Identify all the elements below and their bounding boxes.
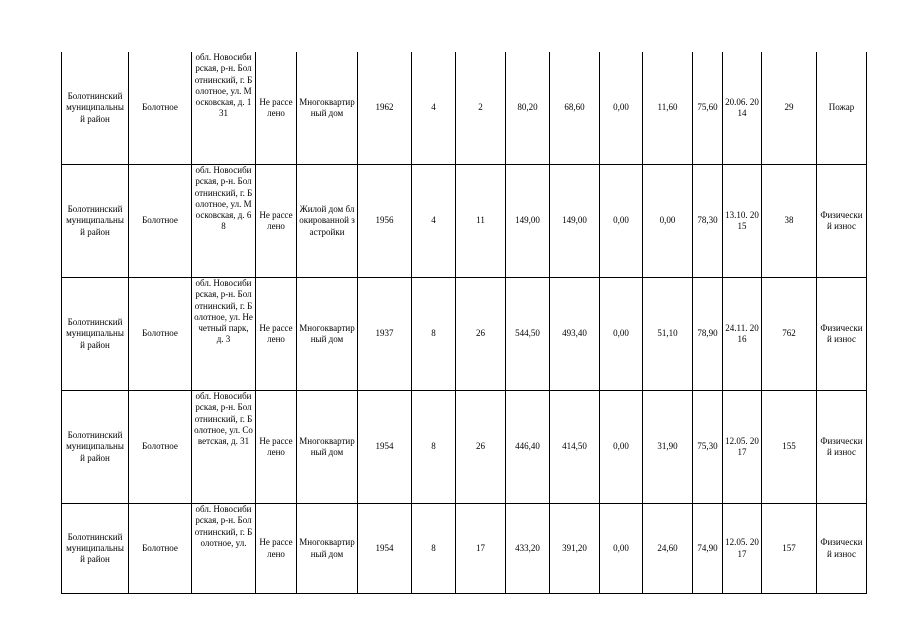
area-c-cell: 0,00: [600, 165, 643, 278]
wear-cell: 75,30: [693, 391, 723, 504]
address-cell: обл. Новосибирская, р-н. Болотнинский, г. Болотное, ул. Нечетный парк, д. 3: [192, 278, 256, 391]
status-cell: Не расселено: [256, 278, 297, 391]
type-cell: Жилой дом блокированной застройки: [297, 165, 358, 278]
year-cell: 1962: [358, 52, 412, 165]
area-total-cell: 544,50: [506, 278, 550, 391]
residents-cell: 157: [762, 504, 817, 594]
floors-cell: 8: [412, 504, 456, 594]
type-cell: Многоквартирный дом: [297, 391, 358, 504]
area-living-cell: 68,60: [550, 52, 600, 165]
settlement-cell: Болотное: [129, 391, 192, 504]
type-cell: Многоквартирный дом: [297, 504, 358, 594]
reason-cell: Пожар: [817, 52, 867, 165]
table-row: [62, 165, 867, 278]
wear-cell: 75,60: [693, 52, 723, 165]
address-cell: обл. Новосибирская, р-н. Болотнинский, г. Болотное, ул. Советская, д. 31: [192, 391, 256, 504]
housing-register-table: [61, 52, 867, 594]
area-total-cell: 149,00: [506, 165, 550, 278]
area-living-cell: 414,50: [550, 391, 600, 504]
type-cell: Многоквартирный дом: [297, 52, 358, 165]
floors-cell: 4: [412, 52, 456, 165]
year-cell: 1954: [358, 504, 412, 594]
floors-cell: 8: [412, 278, 456, 391]
status-cell: Не расселено: [256, 165, 297, 278]
settlement-cell: Болотное: [129, 504, 192, 594]
date-cell: 24.11. 2016: [723, 278, 762, 391]
address-cell: обл. Новосибирская, р-н. Болотнинский, г. Болотное, ул. Московская, д. 131: [192, 52, 256, 165]
status-cell: Не расселено: [256, 391, 297, 504]
reason-cell: Физический износ: [817, 165, 867, 278]
area-living-cell: 391,20: [550, 504, 600, 594]
apartments-cell: 2: [456, 52, 506, 165]
area-living-cell: 493,40: [550, 278, 600, 391]
apartments-cell: 17: [456, 504, 506, 594]
residents-cell: 155: [762, 391, 817, 504]
table-row: [62, 52, 867, 165]
status-cell: Не расселено: [256, 504, 297, 594]
area-d-cell: 0,00: [643, 165, 693, 278]
year-cell: 1954: [358, 391, 412, 504]
settlement-cell: Болотное: [129, 278, 192, 391]
district-cell: Болотнинский муниципальный район: [62, 391, 129, 504]
table-body: [62, 52, 867, 594]
status-cell: Не расселено: [256, 52, 297, 165]
date-cell: 20.06. 2014: [723, 52, 762, 165]
reason-cell: Физический износ: [817, 391, 867, 504]
floors-cell: 4: [412, 165, 456, 278]
area-c-cell: 0,00: [600, 52, 643, 165]
residents-cell: 29: [762, 52, 817, 165]
type-cell: Многоквартирный дом: [297, 278, 358, 391]
floors-cell: 8: [412, 391, 456, 504]
area-c-cell: 0,00: [600, 278, 643, 391]
table-row: [62, 278, 867, 391]
table-row: [62, 504, 867, 594]
residents-cell: 38: [762, 165, 817, 278]
wear-cell: 74,90: [693, 504, 723, 594]
address-cell: обл. Новосибирская, р-н. Болотнинский, г. Болотное, ул.: [192, 504, 256, 594]
wear-cell: 78,90: [693, 278, 723, 391]
apartments-cell: 26: [456, 391, 506, 504]
district-cell: Болотнинский муниципальный район: [62, 165, 129, 278]
year-cell: 1956: [358, 165, 412, 278]
reason-cell: Физический износ: [817, 278, 867, 391]
wear-cell: 78,30: [693, 165, 723, 278]
settlement-cell: Болотное: [129, 52, 192, 165]
residents-cell: 762: [762, 278, 817, 391]
reason-cell: Физический износ: [817, 504, 867, 594]
area-c-cell: 0,00: [600, 391, 643, 504]
area-total-cell: 433,20: [506, 504, 550, 594]
area-d-cell: 24,60: [643, 504, 693, 594]
area-total-cell: 446,40: [506, 391, 550, 504]
area-d-cell: 11,60: [643, 52, 693, 165]
area-total-cell: 80,20: [506, 52, 550, 165]
year-cell: 1937: [358, 278, 412, 391]
date-cell: 13.10. 2015: [723, 165, 762, 278]
area-c-cell: 0,00: [600, 504, 643, 594]
table-row: [62, 391, 867, 504]
settlement-cell: Болотное: [129, 165, 192, 278]
district-cell: Болотнинский муниципальный район: [62, 504, 129, 594]
address-cell: обл. Новосибирская, р-н. Болотнинский, г. Болотное, ул. Московская, д. 68: [192, 165, 256, 278]
area-d-cell: 51,10: [643, 278, 693, 391]
district-cell: Болотнинский муниципальный район: [62, 278, 129, 391]
area-living-cell: 149,00: [550, 165, 600, 278]
date-cell: 12.05. 2017: [723, 504, 762, 594]
apartments-cell: 11: [456, 165, 506, 278]
apartments-cell: 26: [456, 278, 506, 391]
area-d-cell: 31,90: [643, 391, 693, 504]
district-cell: Болотнинский муниципальный район: [62, 52, 129, 165]
date-cell: 12.05. 2017: [723, 391, 762, 504]
